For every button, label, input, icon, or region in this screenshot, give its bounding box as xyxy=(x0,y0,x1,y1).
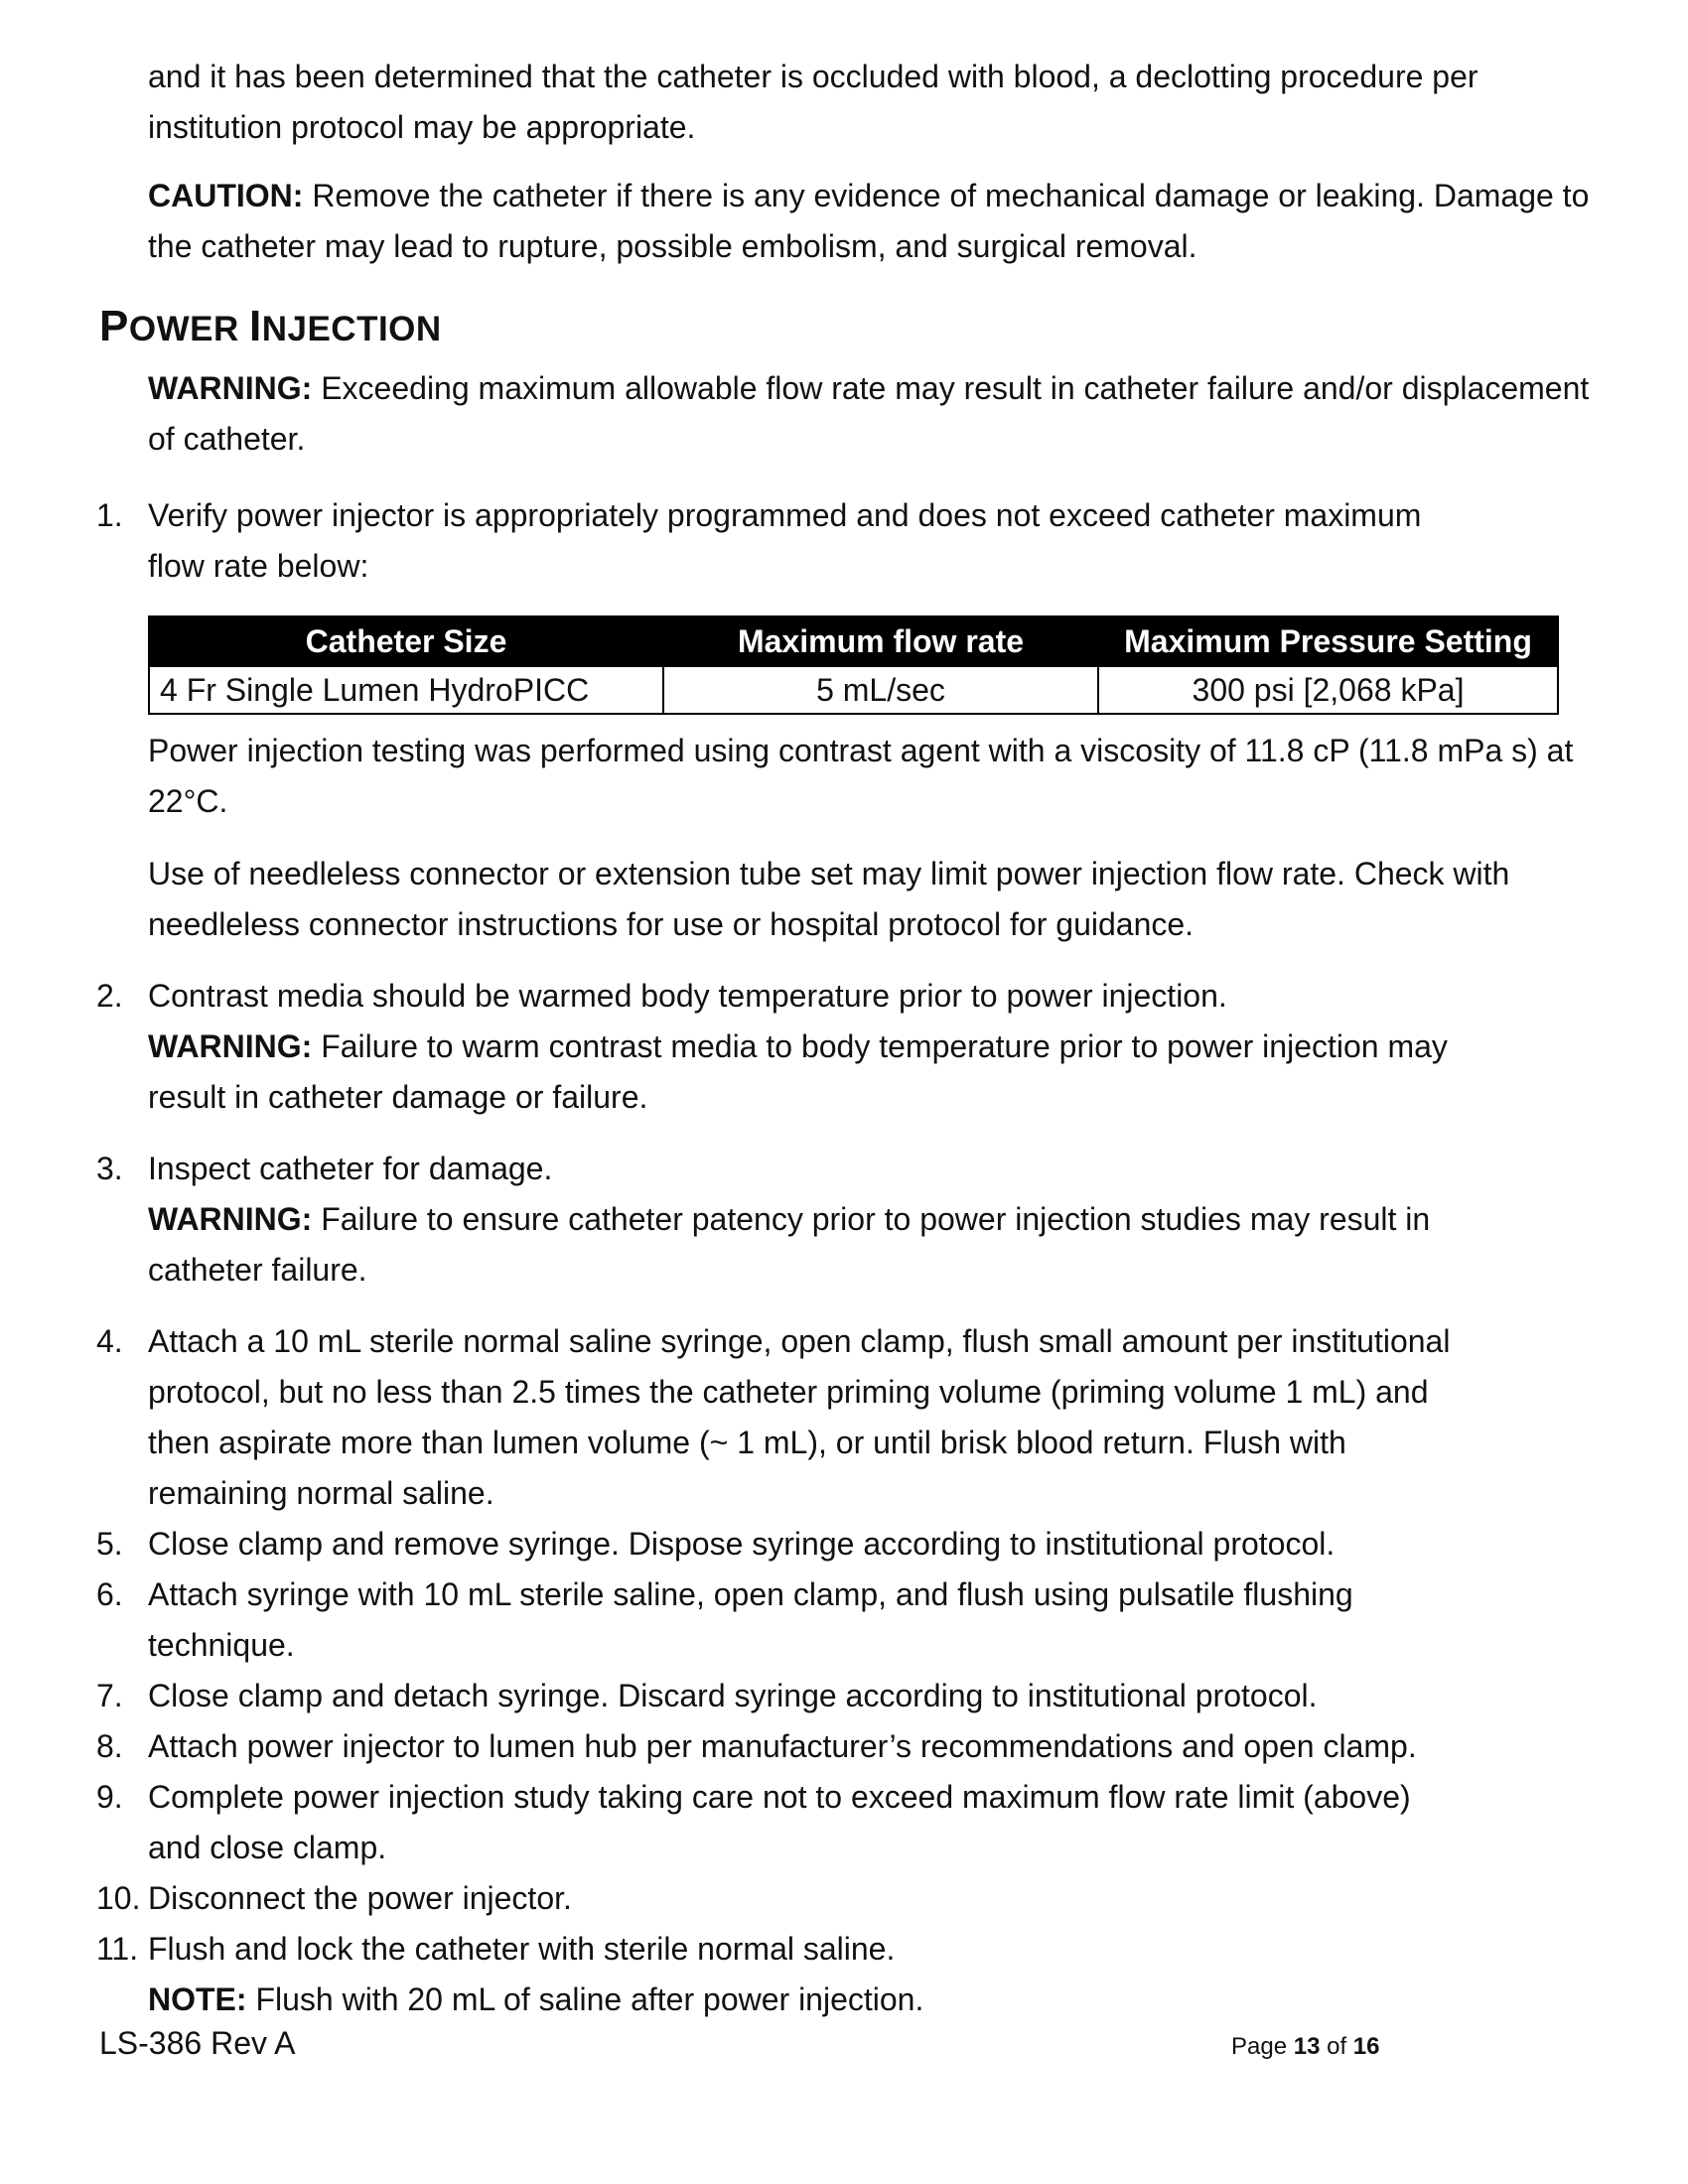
cell-catheter-size: 4 Fr Single Lumen HydroPICC xyxy=(149,666,663,714)
document-id: LS-386 Rev A xyxy=(99,2025,296,2061)
connector-paragraph: Use of needleless connector or extension tube set may limit power injection flow rate. Check with needleless connector instructions for use or hospital protocol for guidance. xyxy=(148,856,1510,942)
cell-max-pressure: 300 psi [2,068 kPa] xyxy=(1098,666,1558,714)
header-max-pressure: Maximum Pressure Setting xyxy=(1098,616,1558,666)
testing-paragraph: Power injection testing was performed using contrast agent with a viscosity of 11.8 cP (11.8 mPa s) at 22°C. xyxy=(148,733,1574,819)
table-row xyxy=(149,666,1558,714)
intro-paragraph: and it has been determined that the catheter is occluded with blood, a declotting procedure per institution protocol may be appropriate. xyxy=(148,59,1478,145)
warning-flow-rate: WARNING: Exceeding maximum allowable flow rate may result in catheter failure and/or displacement of catheter. xyxy=(148,370,1590,457)
document-page: and it has been determined that the catheter is occluded with blood, a declotting procedure per institution protocol may be appropriate. CAUTION: Remove the catheter if there is any evidence of mechanical damage or leaking. Damage to the catheter may lead to rupture, possible embolism, and surgical removal. POWER INJECTION WARNING: Exceeding maximum allowable flow rate may result in catheter failure and/or displacement of catheter. 1. Verify power injector is appropriately programmed and does not exceed catheter maximum flow rate below: Catheter Size Maximum flow rate Maximum Pressure Setting 4 Fr Single Lumen HydroPICC 5 mL/sec 300 psi [2,068 kPa] Power injection testing was performed using contrast agent with a viscosity of 11.8 cP (11.8 mPa s) at 22°C. Use of needleless connector or extension tube set may limit power injection flow rate. Check with needleless connector instructions for use or hospital protocol for guidance. 2. Contrast media should be warmed body temperature prior to power injection. WARNING: Failure to warm contrast media to body temperature prior to power injection may result in catheter damage or failure. 3. Inspect catheter for damage. WARNING: Failure to ensure catheter patency prior to power injection studies may result in catheter failure. 4. Attach a 10 mL sterile normal saline syringe, open clamp, flush small amount per institutional protocol, but no less than 2.5 times the catheter priming volume (priming volume 1 mL) and then aspirate more than lumen volume (~ 1 mL), or until brisk blood return. Flush with remaining normal saline. 5. Close clamp and remove syringe. Dispose syringe according to institutional protocol. 6. Attach syringe with 10 mL sterile saline, open clamp, and flush using pulsatile flushing technique. 7. Close clamp and detach syringe. Discard syringe according to institutional protocol. 8. Attach power injector to lumen hub per manufacturer’s recommendations and open clamp. 9. Complete power injection study taking care not to exceed maximum flow rate limit (above) and close clamp. 10. Disconnect the power injector. 11. Flush and lock the catheter with sterile normal saline. NOTE: Flush with 20 mL of saline after power injection. LS-386 Rev A Page 13 of 16 xyxy=(0,0,1688,2184)
header-catheter-size: Catheter Size xyxy=(149,616,663,666)
warning-label: WARNING: xyxy=(148,1201,313,1237)
flow-rate-table xyxy=(148,615,1559,715)
warning-label: WARNING: xyxy=(148,1028,313,1064)
warning-label: WARNING: xyxy=(148,370,313,406)
header-max-flow-rate: Maximum flow rate xyxy=(663,616,1098,666)
section-heading: POWER INJECTION xyxy=(99,302,442,350)
table-header-row xyxy=(149,616,1558,666)
note-label: NOTE: xyxy=(148,1981,247,2017)
caution-paragraph: CAUTION: Remove the catheter if there is any evidence of mechanical damage or leaking. Damage to the catheter may lead to rupture, possible embolism, and surgical removal. xyxy=(148,178,1590,264)
caution-label: CAUTION: xyxy=(148,178,304,213)
cell-max-flow-rate: 5 mL/sec xyxy=(663,666,1098,714)
page-number: Page 13 of 16 xyxy=(1231,2033,1380,2060)
